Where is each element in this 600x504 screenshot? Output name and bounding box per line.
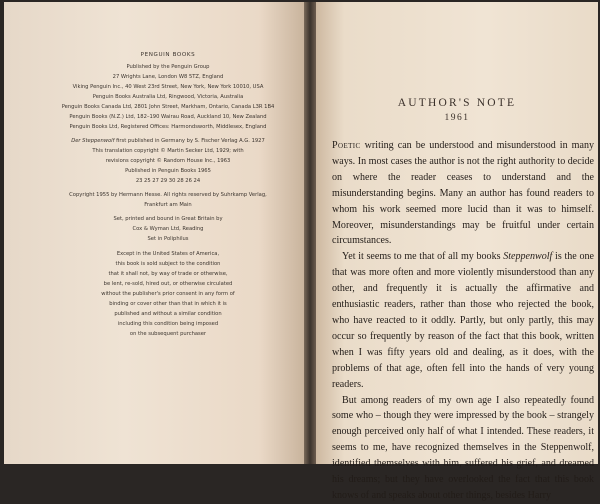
imprint-line: Penguin Books Ltd, Registered Offices: Harmondsworth, Middlesex, England xyxy=(69,123,267,130)
note-year: 1961 xyxy=(444,113,470,123)
paragraph-3: But among readers of my own age I also repeatedly found some who – though they were impressed by the book – strangely enough perceived only half of what I intended. These readers, it seems to me, have recognized themselves in the Steppenwolf, identified themselves with him, suffered his grief, and dreamed his dreams; but they have overlooked the fact that this book knows of and speaks about other things, besides Harry xyxy=(332,394,594,501)
imprint-line: Published by the Penguin Group xyxy=(126,63,210,70)
note-heading: AUTHOR'S NOTE xyxy=(397,97,517,109)
imprint-line: Viking Penguin Inc., 40 West 23rd Street, New York, New York 10010, USA xyxy=(72,83,264,90)
history-first-line xyxy=(42,138,294,145)
book-title-steppenwolf: Steppenwolf xyxy=(503,251,553,263)
paragraph-2-before: Yet it seems to me that of all my books xyxy=(342,251,504,263)
condition-line: Except in the United States of America, xyxy=(116,250,220,257)
history-line: revisions copyright © Random House Inc., 1963 xyxy=(105,157,231,164)
paragraph-2 xyxy=(332,249,594,392)
book-spread xyxy=(4,2,598,501)
paragraph-1-lead: Poetic xyxy=(332,140,361,151)
publisher-heading: PENGUIN BOOKS xyxy=(140,52,196,58)
print-line: Set in Poliphilus xyxy=(147,235,189,242)
condition-line: binding or cover other than that in which it is xyxy=(109,300,227,307)
condition-line: without the publisher's prior consent in any form of xyxy=(101,290,235,297)
history-line: Published in Penguin Books 1965 xyxy=(125,167,211,174)
original-title: Der Steppenwolf xyxy=(71,137,115,144)
condition-line: be lent, re-sold, hired out, or otherwise circulated xyxy=(103,280,233,287)
imprint-line: 27 Wrights Lane, London W8 5TZ, England xyxy=(112,73,224,80)
history-first-line-rest: first published in Germany by S. Fischer Verlag A.G. 1927 xyxy=(114,137,265,144)
printer-info xyxy=(42,216,294,243)
print-line: Set, printed and bound in Great Britain by xyxy=(113,215,223,222)
print-line: Cox & Wyman Ltd, Reading xyxy=(132,225,204,232)
sale-condition xyxy=(93,251,243,338)
book-gutter xyxy=(304,2,316,464)
history-line: This translation copyright © Martin Secker Ltd, 1929; with xyxy=(92,147,244,154)
publication-history xyxy=(42,138,294,185)
note-title-block xyxy=(316,97,598,123)
publisher-addresses xyxy=(42,64,294,131)
left-page xyxy=(4,2,304,464)
condition-line: on the subsequent purchaser xyxy=(129,330,207,337)
history-line: 23 25 27 29 30 28 26 24 xyxy=(135,177,201,184)
condition-line: published and without a similar condition xyxy=(114,310,222,317)
right-page xyxy=(316,2,598,501)
paragraph-1-text: writing can be understood and misunderstood in many ways. In most cases the author is not the right authority to decide on where the reader ceases to understand and the misunderstanding begins. Many an author has found readers to whom his work seemed more lucid than it was to himself. Moreover, misunderstandings may be fruitful under certain circumstances. xyxy=(332,140,594,247)
copyright-line: Copyright 1955 by Hermann Hesse. All rights reserved by Suhrkamp Verlag, xyxy=(69,191,267,198)
condition-line: this book is sold subject to the condition xyxy=(115,260,221,267)
copyright-imprint xyxy=(42,52,294,341)
paragraph-1 xyxy=(332,138,594,249)
paragraph-2-after: is the one that was more often and more violently misunderstood than any other, and frequently it is actually the affirmative and enthusiastic readers, rather than those who rejected the book, who have reacted to it oddly. Partly, but only partly, this may occur so frequently by reason of the fact that this book, written when I was fifty years old and dealing, as it does, with the problems of that age, often fell into the hands of very young readers. xyxy=(332,251,594,390)
condition-line: that it shall not, by way of trade or otherwise, xyxy=(108,270,228,277)
copyright-line: Frankfurt am Main xyxy=(144,201,192,208)
note-body xyxy=(332,138,594,504)
imprint-line: Penguin Books (N.Z.) Ltd, 182–190 Wairau Road, Auckland 10, New Zealand xyxy=(69,113,267,120)
condition-line: including this condition being imposed xyxy=(117,320,219,327)
imprint-line: Penguin Books Canada Ltd, 2801 John Street, Markham, Ontario, Canada L3R 1B4 xyxy=(61,103,275,110)
imprint-line: Penguin Books Australia Ltd, Ringwood, Victoria, Australia xyxy=(92,93,244,100)
copyright-notice xyxy=(42,192,294,209)
